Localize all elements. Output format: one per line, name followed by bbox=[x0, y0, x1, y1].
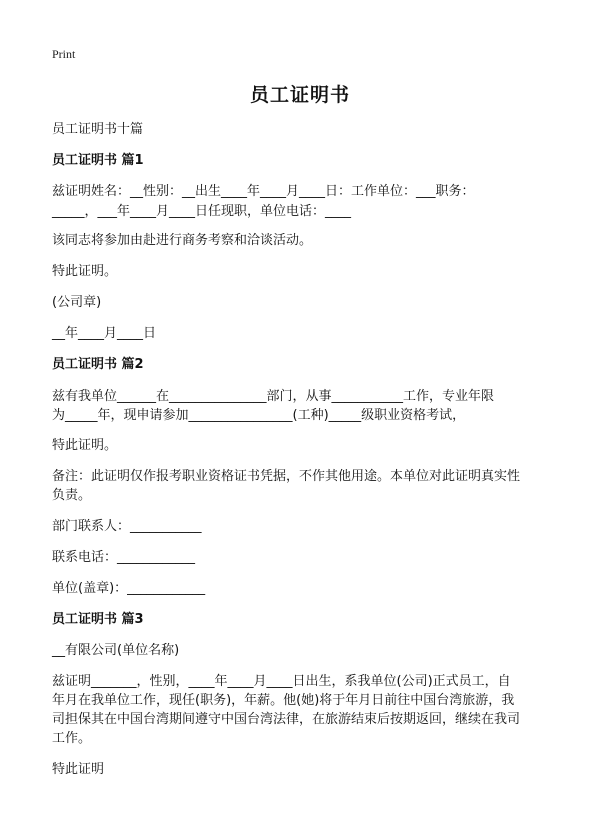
document-subtitle: 员工证明书十篇 bbox=[52, 122, 144, 137]
section-3-heading: 员工证明书 篇3 bbox=[52, 612, 144, 627]
section-2-line-3: 特此证明。 bbox=[52, 438, 118, 453]
section-2-line-2: 为_____年，现申请参加________________(工种)_____级职业资格考试， bbox=[52, 408, 466, 423]
section-3-closing: 特此证明 bbox=[52, 762, 105, 777]
section-3-company-name: __有限公司(单位名称) bbox=[52, 643, 180, 658]
section-1-line-4: 特此证明。 bbox=[52, 264, 118, 279]
print-link[interactable]: Print bbox=[52, 47, 76, 61]
section-2-phone: 联系电话：____________ bbox=[52, 550, 196, 565]
section-2-line-1: 兹有我单位______在_______________部门，从事___________工作，专业年限 bbox=[52, 389, 495, 404]
section-1-line-1: 兹证明姓名：__性别：__出生____年____月____日：工作单位：___职务： bbox=[52, 184, 475, 199]
section-2-note-1: 备注：此证明仅作报考职业资格证书凭据，不作其他用途。本单位对此证明真实性 bbox=[52, 469, 521, 484]
section-1-heading: 员工证明书 篇1 bbox=[52, 153, 144, 168]
page-title: 员工证明书 bbox=[249, 84, 350, 106]
section-2-contact: 部门联系人：___________ bbox=[52, 519, 202, 534]
section-1-line-2: _____，___年____月____日任现职，单位电话：____ bbox=[52, 204, 352, 219]
section-3-line-1: 兹证明_______，性别，____年____月____日出生，系我单位(公司)正式员工，自 bbox=[52, 674, 511, 689]
section-2-heading: 员工证明书 篇2 bbox=[52, 357, 144, 372]
section-3-line-4: 工作。 bbox=[52, 731, 92, 746]
section-3-line-2: 年月在我单位工作，现任(职务)，年薪。他(她)将于年月日前往中国台湾旅游，我 bbox=[52, 693, 515, 708]
section-1-company-seal: (公司章) bbox=[52, 295, 102, 310]
section-1-date: __年____月____日 bbox=[52, 326, 157, 341]
section-2-note-2: 负责。 bbox=[52, 488, 92, 503]
section-1-line-3: 该同志将参加由赴进行商务考察和洽谈活动。 bbox=[52, 233, 313, 248]
section-2-seal: 单位(盖章)：____________ bbox=[52, 581, 206, 596]
section-3-line-3: 司担保其在中国台湾期间遵守中国台湾法律，在旅游结束后按期返回，继续在我司 bbox=[52, 712, 521, 727]
